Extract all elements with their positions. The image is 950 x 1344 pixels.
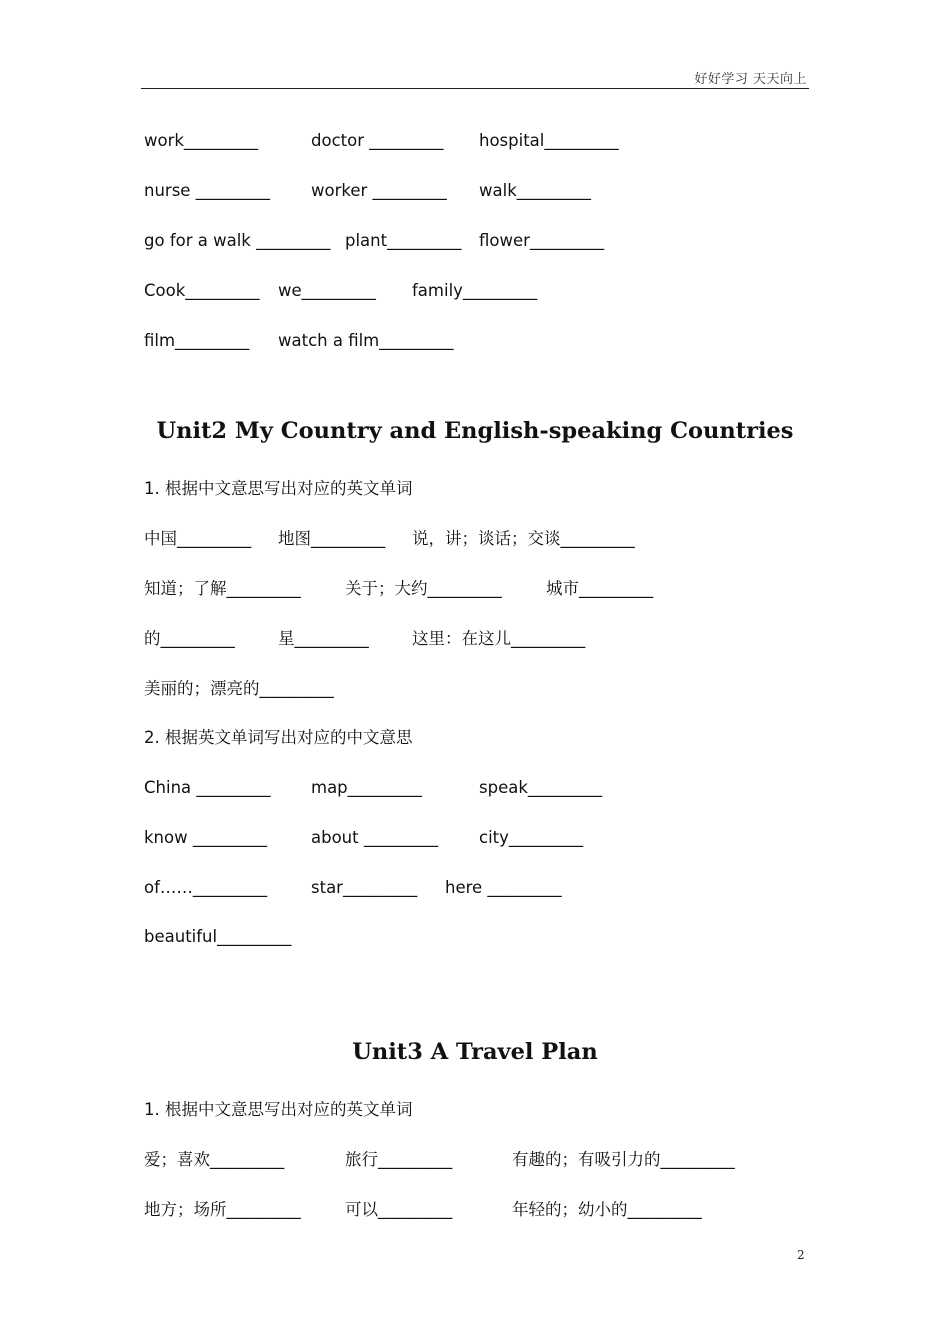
vocab-item: 这里：在这儿_________ [412,629,586,648]
header-motto: 好好学习 天天向上 [694,72,807,87]
vocab-item: about _________ [311,828,439,847]
vocab-item: map_________ [311,778,422,797]
unit3-section1-instruction: 1. 根据中文意思写出对应的英文单词 [144,1100,413,1119]
vocab-item: flower_________ [479,231,605,250]
vocab-item: plant_________ [345,231,462,250]
unit2-section2-instruction: 2. 根据英文单词写出对应的中文意思 [144,728,413,747]
vocab-item: 有趣的；有吸引力的_________ [512,1150,735,1169]
vocab-item: speak_________ [479,778,603,797]
vocab-item: 年轻的；幼小的_________ [512,1200,702,1219]
vocab-item: beautiful_________ [144,927,292,946]
vocab-item: 星_________ [278,629,369,648]
vocab-item: doctor _________ [311,131,444,150]
unit2-section1-instruction: 1. 根据中文意思写出对应的英文单词 [144,479,413,498]
vocab-item: watch a film_________ [278,331,454,350]
vocab-item: family_________ [412,281,538,300]
page-header [141,66,809,89]
vocab-item: 城市_________ [546,579,654,598]
vocab-item: star_________ [311,878,418,897]
vocab-item: here _________ [445,878,562,897]
vocab-item: nurse _________ [144,181,270,200]
vocab-item: 旅行_________ [345,1150,453,1169]
vocab-item: of……_________ [144,878,268,897]
vocab-item: 地方；场所_________ [144,1200,301,1219]
vocab-item: Cook_________ [144,281,260,300]
vocab-item: hospital_________ [479,131,619,150]
vocab-item: work_________ [144,131,259,150]
vocab-item: 中国_________ [144,529,252,548]
unit2-title: Unit2 My Country and English-speaking Countries [156,418,794,444]
vocab-item: 地图_________ [278,529,386,548]
vocab-item: China _________ [144,778,271,797]
vocab-item: 可以_________ [345,1200,453,1219]
vocab-item: worker _________ [311,181,447,200]
vocab-item: 美丽的；漂亮的_________ [144,679,334,698]
unit3-title: Unit3 A Travel Plan [352,1039,598,1065]
vocab-item: 关于；大约_________ [345,579,502,598]
vocab-item: we_________ [278,281,376,300]
page-number: 2 [797,1248,805,1262]
vocab-item: 的_________ [144,629,235,648]
vocab-item: film_________ [144,331,250,350]
vocab-item: 知道；了解_________ [144,579,301,598]
vocab-item: walk_________ [479,181,591,200]
vocab-item: know _________ [144,828,268,847]
vocab-item: 爱；喜欢_________ [144,1150,285,1169]
vocab-item: city_________ [479,828,584,847]
vocab-item: go for a walk _________ [144,231,331,250]
vocab-item: 说，讲；谈话；交谈_________ [412,529,635,548]
